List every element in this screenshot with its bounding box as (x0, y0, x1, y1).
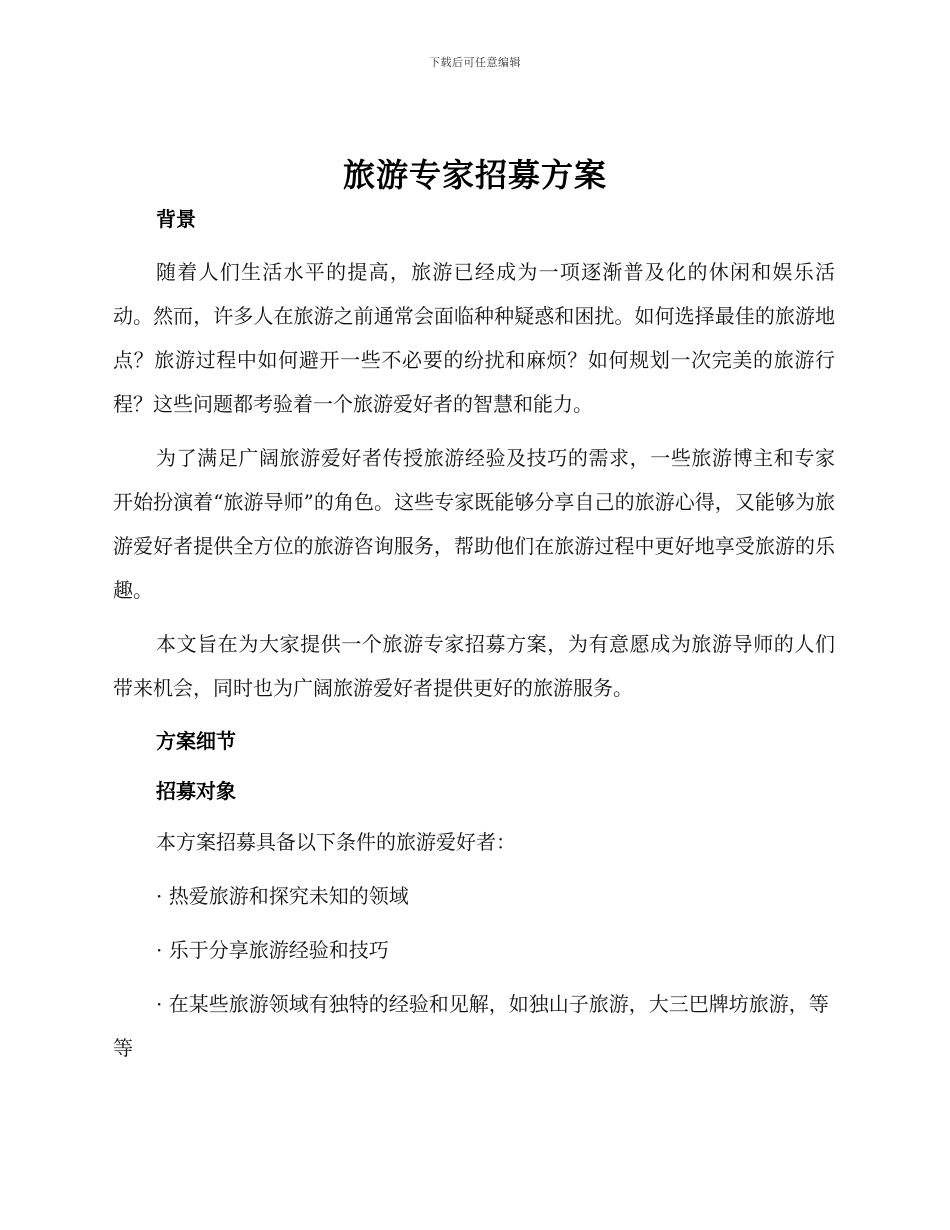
section-heading-target: 招募对象 (156, 779, 236, 803)
document-title: 旅游专家招募方案 (342, 156, 607, 194)
paragraph-3: 本文旨在为大家提供一个旅游专家招募方案，为有意愿成为旅游导师的人们带来机会，同时也为广阔旅游爱好者提供更好的旅游服务。 (113, 632, 835, 700)
list-item: · 热爱旅游和探究未知的领域 (156, 884, 409, 908)
section-heading-details: 方案细节 (156, 729, 236, 753)
header-note: 下载后可任意编辑 (429, 56, 521, 69)
paragraph-4: 本方案招募具备以下条件的旅游爱好者： (156, 830, 516, 854)
list-item: · 乐于分享旅游经验和技巧 (156, 938, 389, 962)
section-heading-background: 背景 (156, 207, 196, 231)
paragraph-1: 随着人们生活水平的提高，旅游已经成为一项逐渐普及化的休闲和娱乐活动。然而，许多人在旅游之前通常会面临种种疑惑和困扰。如何选择最佳的旅游地点？旅游过程中如何避开一些不必要的纷扰和麻烦？如何规划一次完美的旅游行程？这些问题都考验着一个旅游爱好者的智慧和能力。 (113, 260, 835, 416)
list-item: · 在某些旅游领域有独特的经验和见解，如独山子旅游，大三巴牌坊旅游，等等 (113, 992, 829, 1060)
paragraph-2: 为了满足广阔旅游爱好者传授旅游经验及技巧的需求，一些旅游博主和专家开始扮演着“旅游导师”的角色。这些专家既能够分享自己的旅游心得，又能够为旅游爱好者提供全方位的旅游咨询服务，帮助他们在旅游过程中更好地享受旅游的乐趣。 (113, 446, 835, 602)
document-body (113, 200, 835, 1070)
